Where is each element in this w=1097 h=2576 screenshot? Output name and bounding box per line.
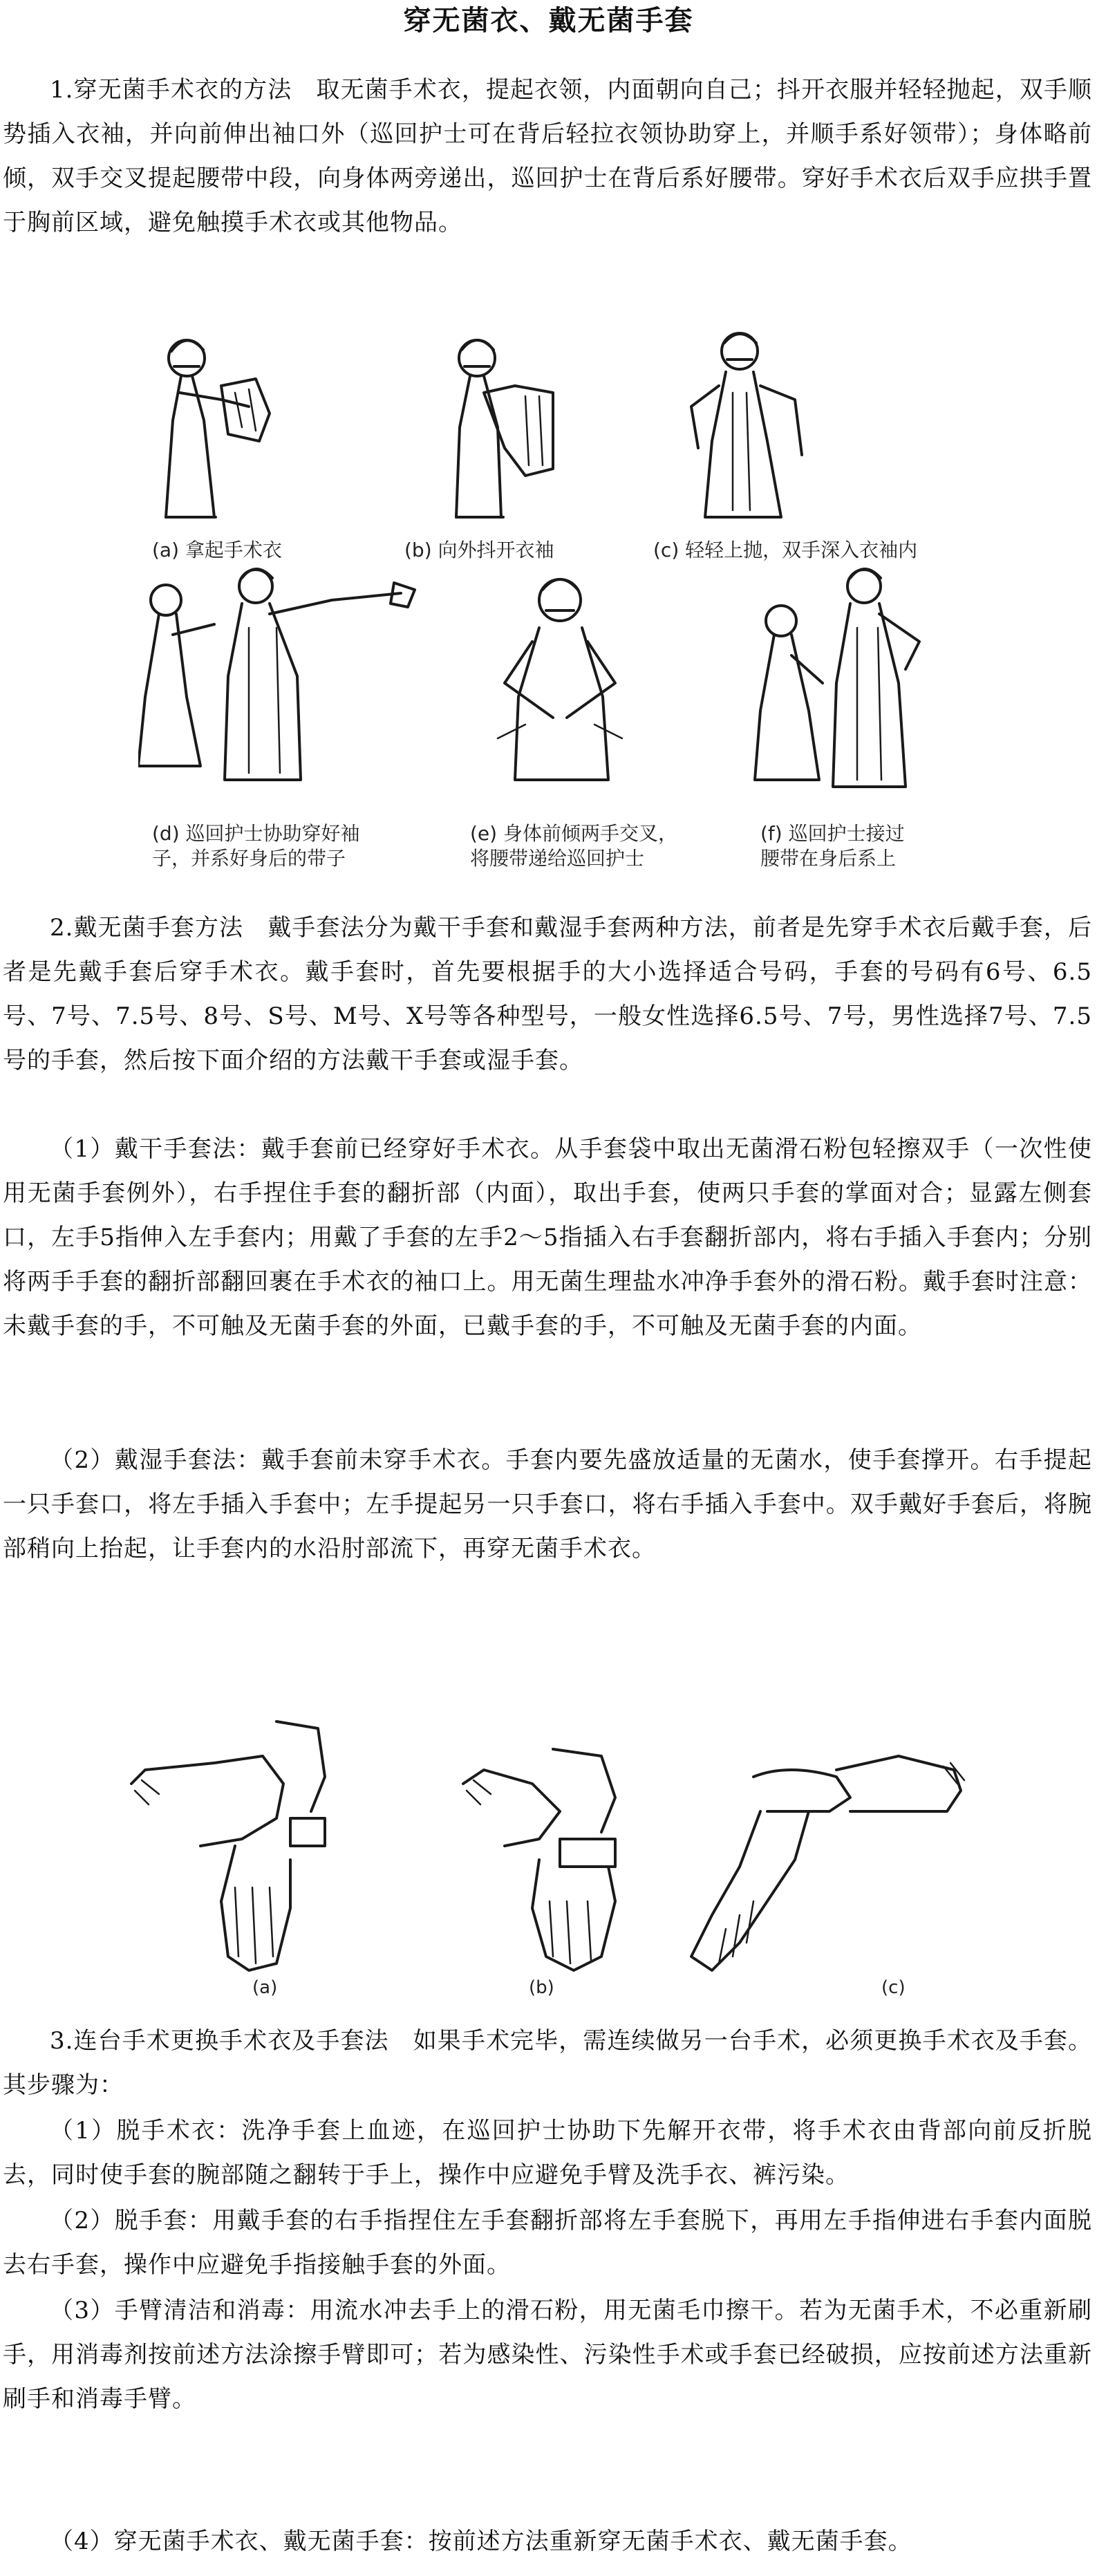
- paragraph-wet-glove: （2）戴湿手套法：戴手套前未穿手术衣。手套内要先盛放适量的无菌水，使手套撑开。右手提起一只手套口，将左手插入手套中；左手提起另一只手套口，将右手插入手套中。双手戴好手套后，将腕部稍向上抬起，让手套内的水沿肘部流下，再穿无菌手术衣。: [3, 1446, 1092, 1562]
- figure-d-drawing: [138, 569, 415, 780]
- figure-caption-a: (a) 拿起手术衣: [152, 539, 282, 561]
- gowning-illustration: [138, 310, 954, 884]
- gowning-drawing: [138, 310, 954, 884]
- figure-caption-b: (b) 向外抖开衣袖: [404, 539, 554, 561]
- paragraph-arm-disinfection: （3）手臂清洁和消毒：用流水冲去手上的滑石粉，用无菌毛巾擦干。若为无菌手术，不必重新刷手，用消毒剂按前述方法涂擦手臂即可；若为感染性、污染性手术或手套已经破损，应按前述方法重新刷手和消毒手臂。: [3, 2297, 1092, 2413]
- figure-a-drawing: [166, 340, 270, 517]
- glove-b-drawing: [463, 1749, 615, 1970]
- paragraph-dry-glove: （1）戴干手套法：戴手套前已经穿好手术衣。从手套袋中取出无菌滑石粉包轻擦双手（一次性使用无菌手套例外），右手捏住手套的翻折部（内面），取出手套，使两只手套的掌面对合；显露左侧套口，左手5指伸入左手套内；用戴了手套的左手2～5指插入右手套翻折部内，将右手插入手套内；分别将两手手套的翻折部翻回裹在手术衣的袖口上。用无菌生理盐水冲净手套外的滑石粉。戴手套时注意：未戴手套的手，不可触及无菌手套的外面，已戴手套的手，不可触及无菌手套的内面。: [3, 1135, 1092, 1340]
- paragraph-glove-method: 2.戴无菌手套方法 戴手套法分为戴干手套和戴湿手套两种方法，前者是先穿手术衣后戴手套，后者是先戴手套后穿手术衣。戴手套时，首先要根据手的大小选择适合号码，手套的号码有6号、6.5号、7号、7.5号、8号、S号、M号、X号等各种型号，一般女性选择6.5号、7号，男性选择7号、7.5号的手套，然后按下面介绍的方法戴干手套或湿手套。: [3, 914, 1092, 1074]
- figure-caption-d: (d) 巡回护士协助穿好袖 子，并系好身后的带子: [152, 822, 360, 870]
- paragraph-change-gown-intro: 3.连台手术更换手术衣及手套法 如果手术完毕，需连续做另一台手术，必须更换手术衣及手套。其步骤为：: [3, 2027, 1092, 2099]
- glove-label-b: (b): [529, 1977, 554, 1998]
- paragraph-remove-gown: （1）脱手术衣：洗净手套上血迹，在巡回护士协助下先解开衣带，将手术衣由背部向前反折脱去，同时使手套的腕部随之翻转于手上，操作中应避免手臂及洗手衣、裤污染。: [3, 2117, 1092, 2189]
- document-title: 穿无菌衣、戴无菌手套: [403, 4, 694, 37]
- figure-caption-e: (e) 身体前倾两手交叉， 将腰带递给巡回护士: [470, 822, 677, 870]
- glove-label-c: (c): [881, 1977, 906, 1998]
- figure-b-drawing: [456, 340, 553, 517]
- figure-caption-f: (f) 巡回护士接过 腰带在身后系上: [760, 822, 905, 870]
- paragraph-regown: （4）穿无菌手术衣、戴无菌手套：按前述方法重新穿无菌手术衣、戴无菌手套。: [50, 2528, 912, 2555]
- glove-label-a: (a): [252, 1977, 278, 1998]
- glove-a-drawing: [131, 1721, 325, 1970]
- figure-f-drawing: [755, 569, 919, 787]
- figure-caption-c: (c) 轻轻上抛，双手深入衣袖内: [653, 539, 918, 561]
- figure-c-drawing: [691, 333, 802, 517]
- gloving-illustration: [118, 1680, 1002, 2005]
- paragraph-remove-gloves: （2）脱手套：用戴手套的右手指捏住左手套翻折部将左手套脱下，再用左手指伸进右手套内面脱去右手套，操作中应避免手指接触手套的外面。: [3, 2207, 1092, 2279]
- gloving-drawing: [118, 1680, 1002, 2005]
- figure-e-drawing: [498, 579, 622, 780]
- paragraph-gown-method: 1.穿无菌手术衣的方法 取无菌手术衣，提起衣领，内面朝向自己；抖开衣服并轻轻抛起，双手顺势插入衣袖，并向前伸出袖口外（巡回护士可在背后轻拉衣领协助穿上，并顺手系好领带）；身体略前倾，双手交叉提起腰带中段，向身体两旁递出，巡回护士在背后系好腰带。穿好手术衣后双手应拱手置于胸前区域，避免触摸手术衣或其他物品。: [3, 76, 1092, 236]
- glove-c-drawing: [691, 1756, 964, 1970]
